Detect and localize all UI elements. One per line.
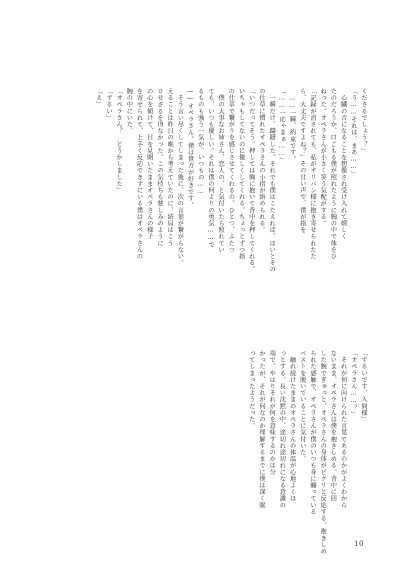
text-line: 「記録が消されても、私がオリバン様に抱き寄せられたた	[308, 88, 316, 260]
text-line: それが何に向けられた言葉であるのかがよくわから	[339, 350, 347, 509]
text-line: 一瞬だけ、躊躇した。それでも僕はこたえれば、ほいとその	[268, 88, 276, 273]
text-line: そう言い尽くしてしまった後に、次の言葉が繋がらない。	[176, 88, 184, 267]
text-line: した腕でぎゅっと、オペラさんの身体がピクリと反応する。抱きしめ	[319, 350, 327, 555]
text-line: 心臓の音になることを想像され受け入れて嬉しく	[339, 88, 347, 240]
text-line: かったが、それが何なのか理解するまでに僕は深く眠	[257, 350, 265, 509]
text-line: 僕の大事なお姉さん、恋人の、と気付いたら照れてい	[217, 88, 225, 253]
text-line: るものも強う一気が、いつもの……	[196, 88, 204, 196]
text-line: の仕草に慣れたオペラさんの小指が絡められる。	[257, 88, 265, 234]
text-line: の仕草で繋がりを感じさせてくれるの。ひとつ、ふたつ	[227, 88, 235, 253]
text-line: たのだろうか、口ごもる僕が照れたように胸の中で体をひ	[329, 88, 337, 260]
text-line: 「いつだってそう、押しては胸に抱いて背中を押してくれる。	[247, 88, 255, 273]
text-line: ねった。オペラさんが小さく笑う気配がする。	[319, 88, 327, 227]
text-line: ないまま、オペラさんは僕を抱きしめる。背中に回	[329, 350, 337, 502]
text-line: 「オペラさん？ どうかしました」	[115, 88, 123, 194]
text-line: を寄せられて、上手く反応できずにいる僕はオペラさんの	[135, 88, 143, 260]
text-line: ベストを脱いでいることに気付いた。	[298, 350, 306, 463]
text-line: ら、大丈夫ですよね？」その甘い声で、僕が指を	[298, 88, 306, 234]
text-line: ってしまったようだった。	[247, 350, 255, 430]
text-line: ……一瞬、約束です。	[288, 88, 296, 163]
text-line: 「オペラさん……？」	[349, 350, 357, 418]
main-text-block	[93, 88, 368, 330]
text-line: 「う……それは、まあ……」	[349, 88, 357, 177]
text-line: 触れ続けたままのオペラさんの体温が心地よくほ	[288, 350, 296, 502]
text-line: 「……一応ゃまぁ……」	[278, 88, 286, 164]
page-number: 10	[354, 540, 364, 548]
text-line: 腕の中にいた。	[125, 88, 133, 135]
text-line: の心を傾けて、目を見開いたままオペラさんの様子	[145, 88, 153, 240]
text-line: 「ずるい」	[104, 88, 112, 121]
text-line: ても、いつも優しい。それは僕の何よりの勇気……で	[206, 88, 214, 248]
text-line: ロせざるを得なかった。この気持ちも慈しみのように	[155, 88, 163, 247]
text-line: いちゃもしてないのに優しくしてくれる。ちょっとずつ指	[237, 88, 245, 260]
text-line: ――オペラさん。僕は貴方が好きです。	[186, 88, 194, 209]
text-line: えることは昨日の晩から考えていたのに、結局はこう	[166, 88, 174, 247]
text-line: っとする。長い沈黙の中、途切れ途切れになる意識の	[278, 350, 286, 509]
text-line: られた感触で、オペラさんが僕のいつも身に纏っている	[308, 350, 316, 515]
text-line: 「え」	[94, 88, 102, 108]
text-line: 端で、やはりそれが何を意味するのかは分	[268, 350, 276, 476]
text-line: 「ずるいです、入間様」	[360, 350, 367, 423]
text-line: くださるでしょう？」	[360, 88, 367, 154]
